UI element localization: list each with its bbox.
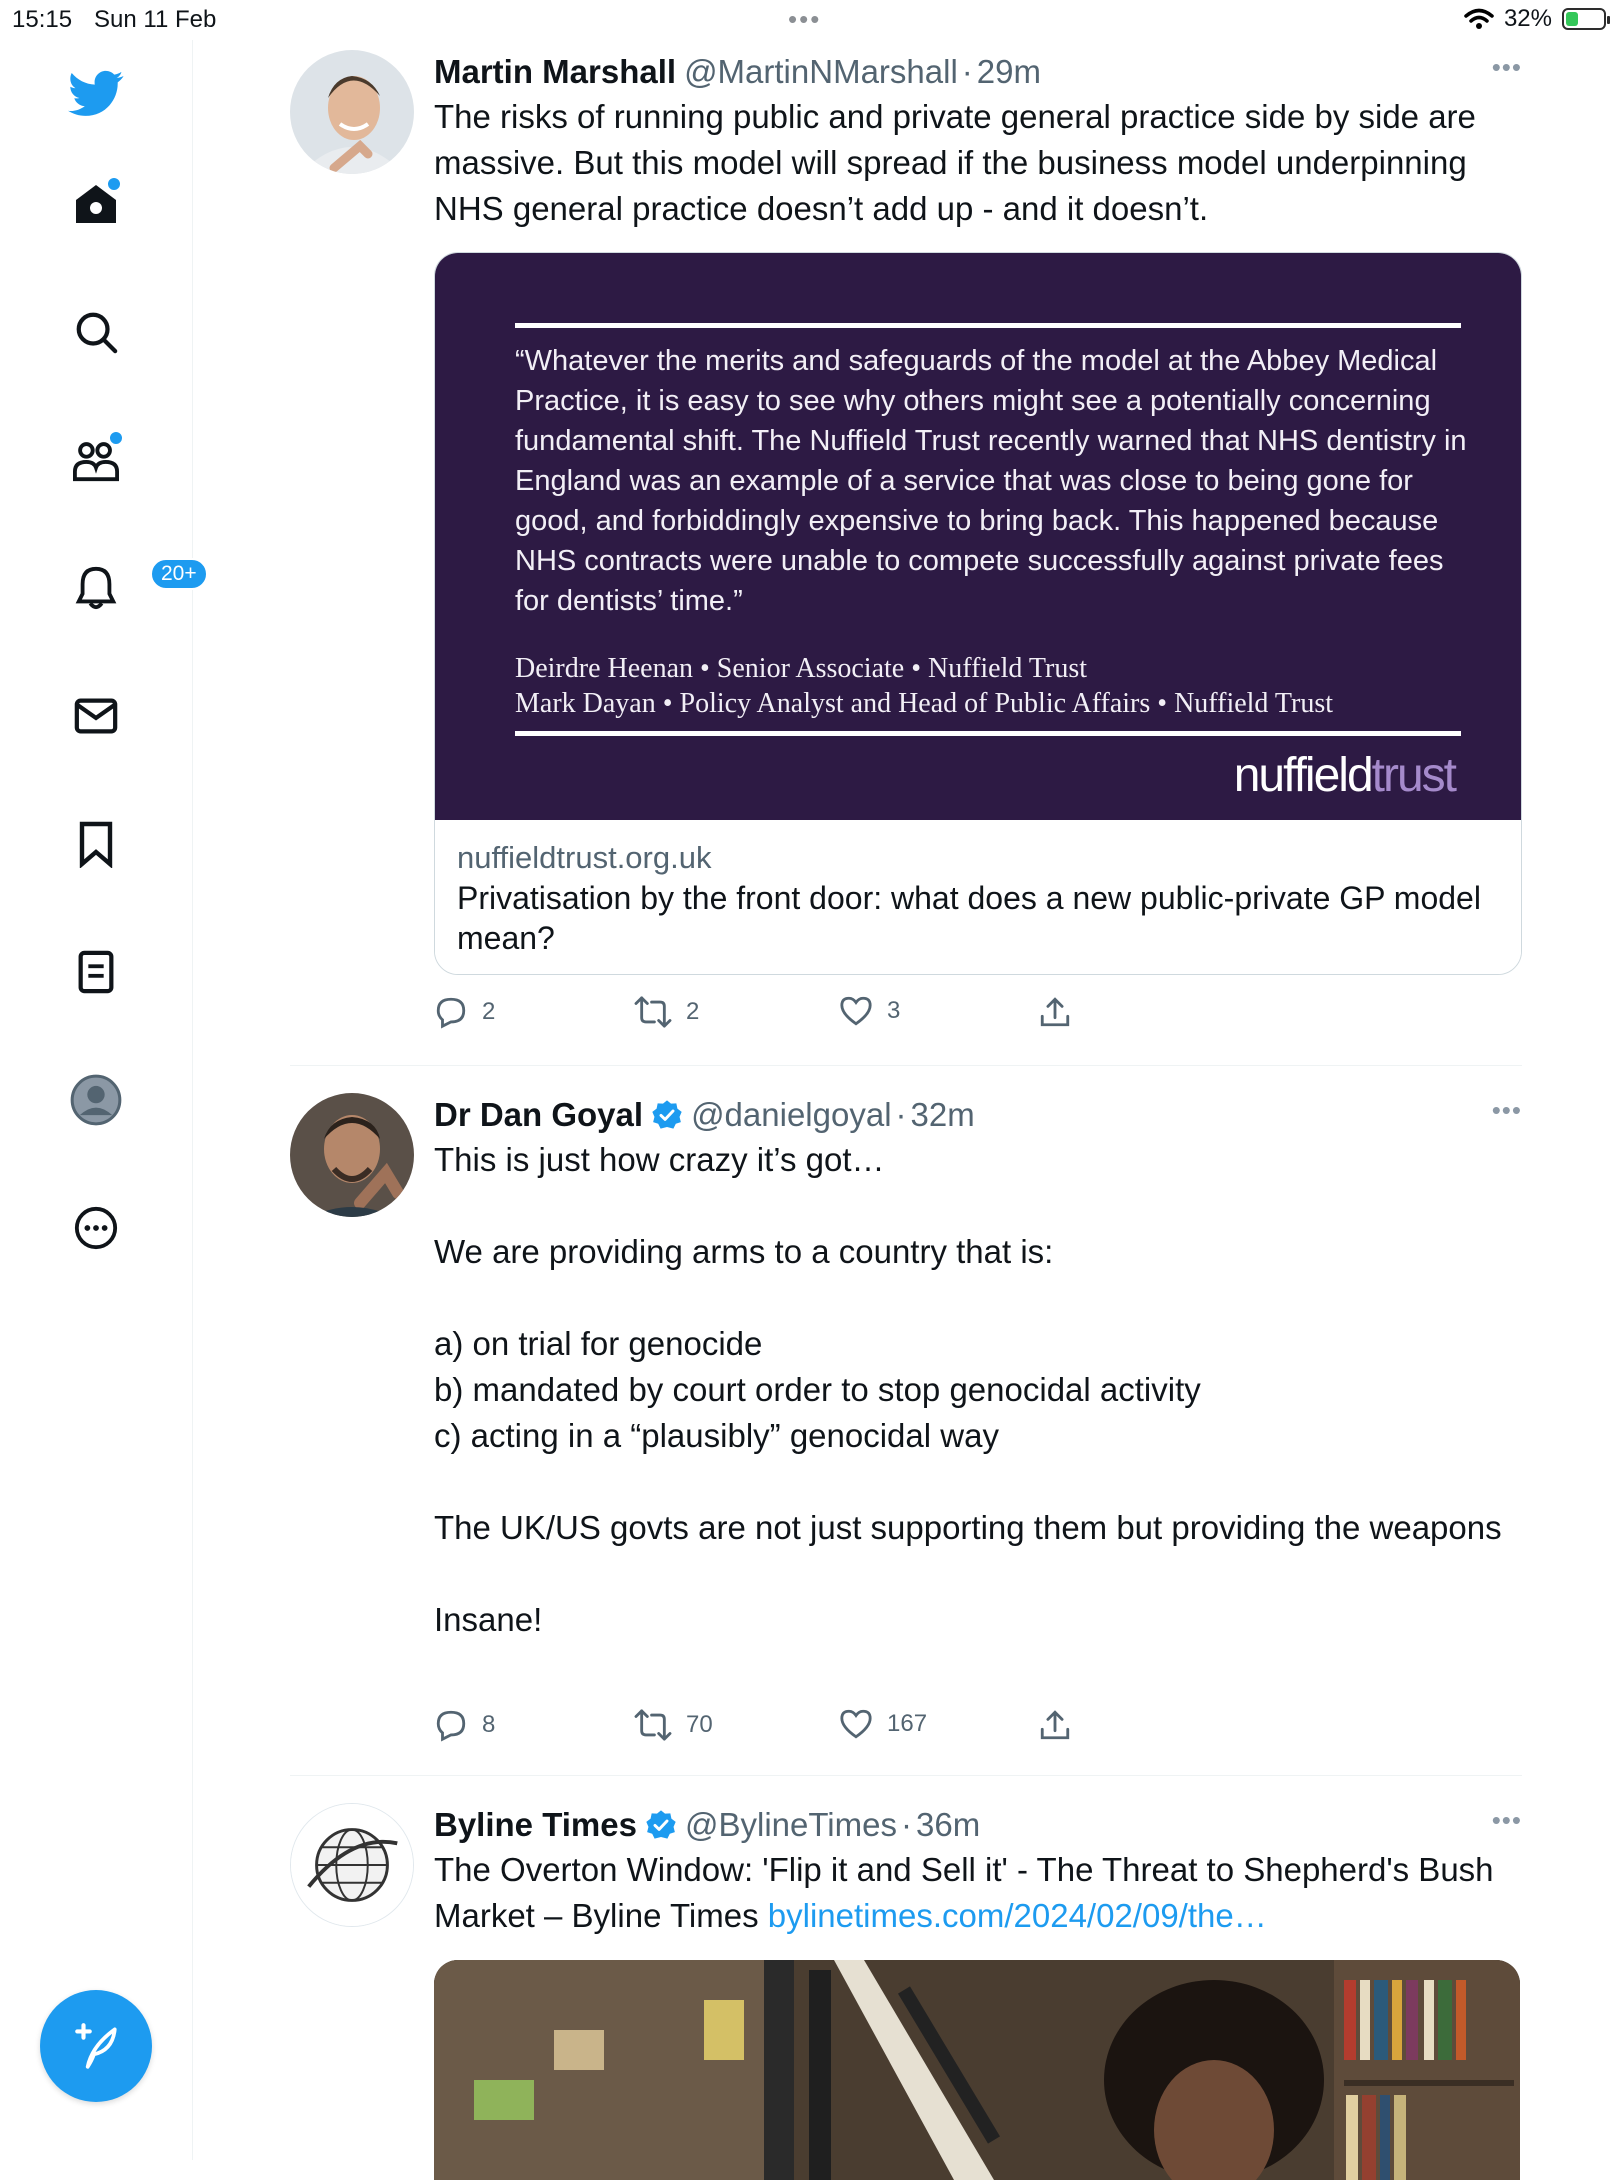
display-name[interactable]: Byline Times	[434, 1806, 637, 1843]
avatar[interactable]	[290, 1803, 414, 1927]
retweet-button[interactable]	[634, 1708, 713, 1742]
tweet-header	[434, 1093, 1522, 1137]
status-time: 15:15	[12, 6, 73, 33]
avatar[interactable]	[290, 50, 414, 174]
like-count: 167	[887, 1710, 928, 1737]
tweet-header	[434, 1803, 1522, 1847]
multitasking-dots-icon[interactable]: •••	[788, 4, 822, 34]
verified-badge-icon	[651, 1099, 683, 1131]
share-icon	[1039, 995, 1071, 1029]
status-indicators	[1464, 5, 1606, 33]
reply-button[interactable]	[434, 995, 495, 1029]
separator-dot: ·	[900, 1806, 912, 1843]
share-icon	[1039, 1708, 1071, 1742]
heart-icon	[839, 995, 873, 1027]
card-meta	[435, 820, 1521, 974]
reply-icon	[434, 995, 468, 1029]
handle[interactable]: @BylineTimes	[684, 1806, 897, 1843]
battery-percent: 32%	[1503, 5, 1552, 32]
profile-avatar-icon[interactable]	[66, 1070, 126, 1130]
like-button[interactable]	[839, 995, 900, 1027]
handle[interactable]: @danielgoyal	[691, 1096, 892, 1133]
explore-search-icon[interactable]	[66, 302, 126, 362]
tweet-text: The risks of running public and private general practice side by side are massive. But this model will spread if the business model underpinning NHS general practice doesn’t add up - and it doesn’t.	[434, 98, 1476, 227]
display-name[interactable]: Martin Marshall	[434, 53, 677, 90]
retweet-count: 2	[686, 998, 700, 1025]
retweet-button[interactable]	[634, 995, 699, 1029]
avatar[interactable]	[290, 1093, 414, 1217]
notifications-bell-icon[interactable]	[66, 558, 197, 618]
lists-icon[interactable]	[66, 942, 126, 1002]
card-title: Privatisation by the front door: what does a new public-private GP model mean?	[457, 880, 1481, 956]
tweet-divider	[290, 1065, 1522, 1066]
handle[interactable]: @MartinNMarshall	[684, 53, 958, 90]
reply-count: 8	[482, 1711, 496, 1738]
home-unread-dot	[106, 176, 122, 192]
communities-unread-dot	[108, 430, 124, 446]
like-count: 3	[887, 997, 901, 1024]
nuffield-trust-logo	[1234, 748, 1455, 803]
tweet-more-icon[interactable]: •••	[1491, 1095, 1522, 1125]
separator-dot: ·	[961, 53, 973, 90]
tweet-header	[434, 50, 1522, 94]
bookmarks-icon[interactable]	[66, 814, 126, 874]
status-bar	[0, 0, 1620, 40]
home-icon[interactable]	[66, 174, 126, 234]
tweet-paragraph: We are providing arms to a country that is:	[434, 1233, 1054, 1270]
tweet-time[interactable]: 29m	[976, 53, 1041, 90]
share-button[interactable]	[1039, 1708, 1071, 1742]
battery-level	[1566, 12, 1578, 26]
logo-part-1: nuffield	[1233, 749, 1372, 802]
tweet-more-icon[interactable]: •••	[1491, 52, 1522, 82]
twitter-logo-icon[interactable]	[66, 64, 126, 124]
retweet-icon	[634, 1708, 672, 1742]
compose-tweet-button[interactable]	[40, 1990, 152, 2102]
sidebar-nav	[0, 40, 197, 2160]
retweet-icon	[634, 995, 672, 1029]
communities-icon[interactable]	[66, 430, 126, 490]
tweet-paragraph: This is just how crazy it’s got…	[434, 1141, 885, 1178]
like-button[interactable]	[839, 1708, 927, 1740]
tweet-more-icon[interactable]: •••	[1491, 1805, 1522, 1835]
tweet-text	[434, 1137, 1522, 1643]
tweet-text	[434, 1847, 1522, 1939]
link-card[interactable]	[434, 252, 1522, 975]
card-rule-top	[515, 323, 1461, 328]
tweet-actions	[434, 1708, 1134, 1748]
verified-badge-icon	[645, 1809, 677, 1841]
card-author-2: Mark Dayan • Policy Analyst and Head of Public Affairs • Nuffield Trust	[515, 688, 1334, 719]
status-date: Sun 11 Feb	[94, 6, 217, 33]
card-domain: nuffieldtrust.org.uk	[457, 840, 712, 875]
tweet-time[interactable]: 36m	[915, 1806, 981, 1843]
reply-button[interactable]	[434, 1708, 495, 1742]
tweet-photo[interactable]	[434, 1960, 1520, 2180]
retweet-count: 70	[686, 1711, 713, 1738]
more-options-icon[interactable]	[66, 1198, 126, 1258]
tweet-link[interactable]: bylinetimes.com/2024/02/09/the…	[767, 1897, 1267, 1934]
tweet-paragraph: The UK/US govts are not just supporting them but providing the weapons	[434, 1509, 1502, 1546]
tweet-paragraph: Insane!	[434, 1601, 543, 1638]
bookshelf-photo	[434, 1960, 1520, 2180]
card-quote: “Whatever the merits and safeguards of the model at the Abbey Medical Practice, it is easy to see why others might see a potentially concerning fundamental shift. The Nuffield Trust recently warned that NHS dentistry in England was an example of a service that was close to being gone for good, and forbiddingly expensive to bring back. This happened because NHS contracts were unable to compete successfully against private fees for dentists’ time.”	[515, 345, 1467, 617]
tweet-divider	[290, 1775, 1522, 1776]
tweet-time[interactable]: 32m	[910, 1096, 975, 1133]
card-image	[435, 253, 1521, 820]
tweet-actions	[434, 995, 1134, 1035]
tweet-paragraph: a) on trial for genocide b) mandated by court order to stop genocidal activity c) acting in a “plausibly” genocidal way	[434, 1325, 1201, 1454]
tweet-text-body: The Overton Window: 'Flip it and Sell it' - The Threat to Shepherd's Bush Market – Byline Times	[434, 1851, 1494, 1934]
share-button[interactable]	[1039, 995, 1071, 1029]
wifi-icon	[1464, 7, 1494, 31]
card-author-1: Deirdre Heenan • Senior Associate • Nuffield Trust	[515, 653, 1087, 684]
battery-icon	[1562, 8, 1606, 30]
separator-dot: ·	[895, 1096, 907, 1133]
notifications-badge: 20+	[150, 558, 208, 590]
heart-icon	[839, 1708, 873, 1740]
logo-part-2: trust	[1371, 749, 1455, 802]
reply-icon	[434, 1708, 468, 1742]
display-name[interactable]: Dr Dan Goyal	[434, 1096, 644, 1133]
compose-feather-icon	[71, 2021, 121, 2071]
reply-count: 2	[482, 998, 496, 1025]
card-rule-bottom	[515, 731, 1461, 736]
messages-envelope-icon[interactable]	[66, 686, 126, 746]
